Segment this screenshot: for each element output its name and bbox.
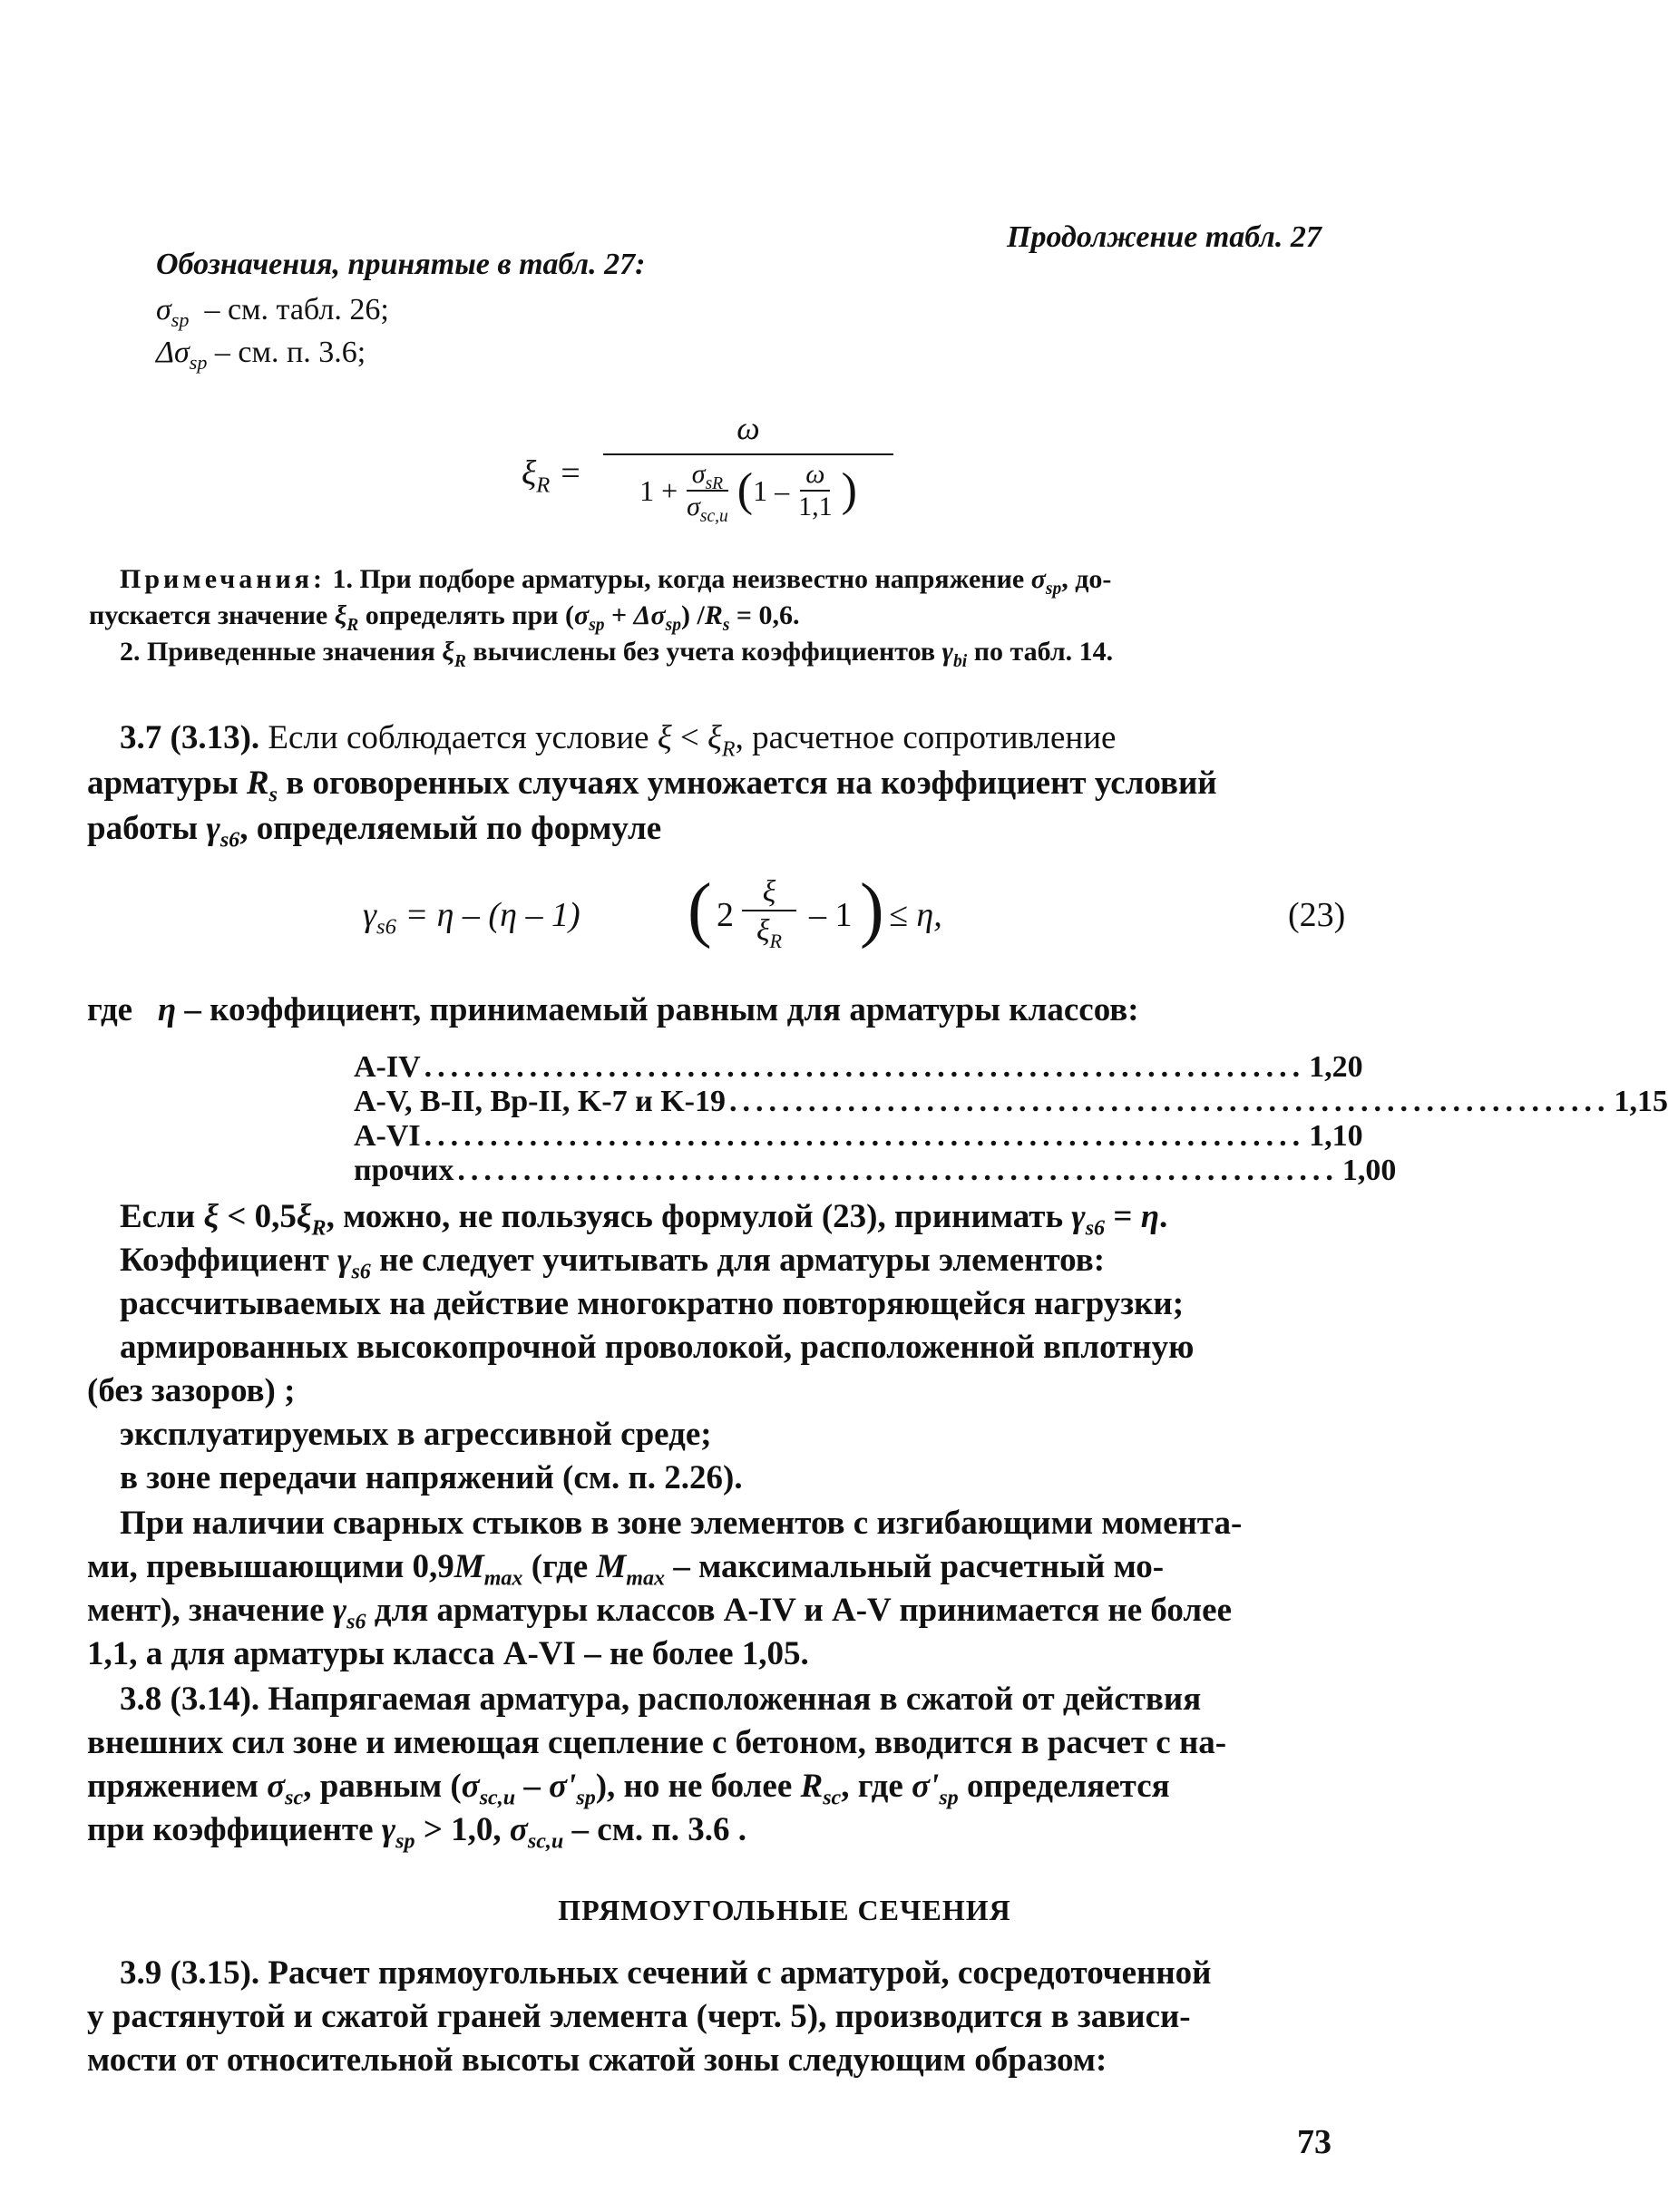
body-line-4: армированных высокопрочной проволокой, расположенной вплотную: [120, 1329, 1195, 1366]
section-heading: ПРЯМОУГОЛЬНЫЕ СЕЧЕНИЯ: [558, 1894, 1011, 1926]
formula-23: $\gamma_{s6} = \eta - (\eta - 1)$ ( 2 ξ $\xi_R$ – 1 ) ≤ η, (23): [363, 870, 1346, 952]
formula-23-number: (23): [1288, 896, 1346, 934]
para-3-7-line1: 3.7 (3.13). Если соблюдается условие $\xi < \xi_R$, расчетное сопротивление: [120, 719, 1117, 762]
welds-para-line3: мент), значение $\gamma_{s6}$ для арматуры классов A-IV и A-V принимается не более: [87, 1592, 1232, 1634]
notation-delta-sigma-sp: $\Delta\sigma_{sp}$ – см. п. 3.6;: [156, 336, 366, 374]
body-line-6: в зоне передачи напряжений (см. п. 2.26).: [120, 1459, 743, 1496]
body-line-2: Коэффициент $\gamma_{s6}$ не следует учитывать для арматуры элементов:: [120, 1242, 1106, 1284]
body-line-4b: (без зазоров) ;: [87, 1372, 296, 1409]
class-row: A-V, B-II, Bp-II, K-7 и K-19 ................................................................... 1,15: [354, 1085, 1668, 1118]
para-3-8-line2: внешних сил зоне и имеющая сцепление с бетоном, вводится в расчет с на-: [87, 1724, 1227, 1761]
welds-para-line2: ми, превышающими $0,9M_{max}$ (где $M_{max}$ – максимальный расчетный мо-: [87, 1548, 1165, 1591]
page-number: 73: [1297, 2123, 1331, 2161]
formula-xi-numerator: ω: [736, 410, 760, 446]
para-3-7-line3: работы $\gamma_{s6}$, определяемый по формуле: [87, 810, 662, 853]
para-3-9-line3: мости от относительной высоты сжатой зоны следующим образом:: [87, 2041, 1107, 2079]
welds-para-line4: 1,1, а для арматуры класса A-VI – не более 1,05.: [87, 1635, 809, 1672]
note-1-cont: пускается значение $\xi_R$ определять при $(\sigma_{sp} + \Delta\sigma_{sp}) /R_s = 0,6$.: [89, 600, 800, 635]
body-line-5: эксплуатируемых в агрессивной среде;: [120, 1416, 712, 1453]
note-2: 2. Приведенные значения $\xi_R$ вычислены без учета коэффициентов $\gamma_{bi}$ по табл. 14.: [120, 637, 1114, 671]
para-3-9-line2: у растянутой и сжатой граней элемента (черт. 5), производится в зависи-: [87, 1998, 1191, 2035]
notation-sigma-sp: $\sigma_{sp}$ – см. табл. 26;: [156, 293, 389, 331]
formula-xi-r: [522, 408, 902, 544]
notation-heading: Обозначения, принятые в табл. 27:: [156, 248, 646, 281]
table-continuation-label: Продолжение табл. 27: [1007, 220, 1322, 254]
para-3-8-line4: при коэффициенте $\gamma_{sp} > 1,0$, $\sigma_{sc,u}$ – см. п. 3.6 .: [87, 1811, 746, 1854]
classes-list: [354, 1050, 1668, 1188]
class-row: A-VI ................................................................... 1,10: [354, 1119, 1363, 1153]
para-3-9-line1: 3.9 (3.15). Расчет прямоугольных сечений с арматурой, сосредоточенной: [120, 1954, 1212, 1992]
para-3-8-line3: пряжением $\sigma_{sc}$, равным $(\sigma_{sc,u} - \sigma'_{sp})$, но не более $R_{sc}$, где $\sigma'_{sp}$ определяется: [87, 1768, 1170, 1810]
class-row: прочих ................................................................... 1,00: [354, 1154, 1397, 1187]
note-1: Примечания: 1. При подборе арматуры, когда неизвестно напряжение $\sigma_{sp}$, до-: [120, 564, 1112, 599]
welds-para-line1: При наличии сварных стыков в зоне элементов с изгибающими момента-: [120, 1505, 1243, 1542]
body-line-3: рассчитываемых на действие многократно повторяющейся нагрузки;: [120, 1285, 1185, 1322]
formula-xi-denominator: 1 + $\frac{\sigma_{sR}}{\sigma_{sc,u}}$ ( 1 – $\frac{\omega}{1,1}$ ): [639, 459, 857, 526]
where-line: где η – коэффициент, принимаемый равным для арматуры классов:: [87, 991, 1139, 1028]
para-3-7-line2: арматуры $R_s$ в оговоренных случаях умножается на коэффициент условий: [87, 765, 1217, 807]
formula-xi-lhs: $\xi_R$ =: [522, 454, 582, 498]
class-row: A-IV ................................................................... 1,20: [354, 1050, 1363, 1084]
para-3-8-line1: 3.8 (3.14). Напрягаемая арматура, расположенная в сжатой от действия: [120, 1681, 1202, 1718]
body-line-1: Если $\xi < 0,5\xi_R$, можно, не пользуясь формулой (23), принимать $\gamma_{s6} = \eta$.: [120, 1198, 1168, 1241]
